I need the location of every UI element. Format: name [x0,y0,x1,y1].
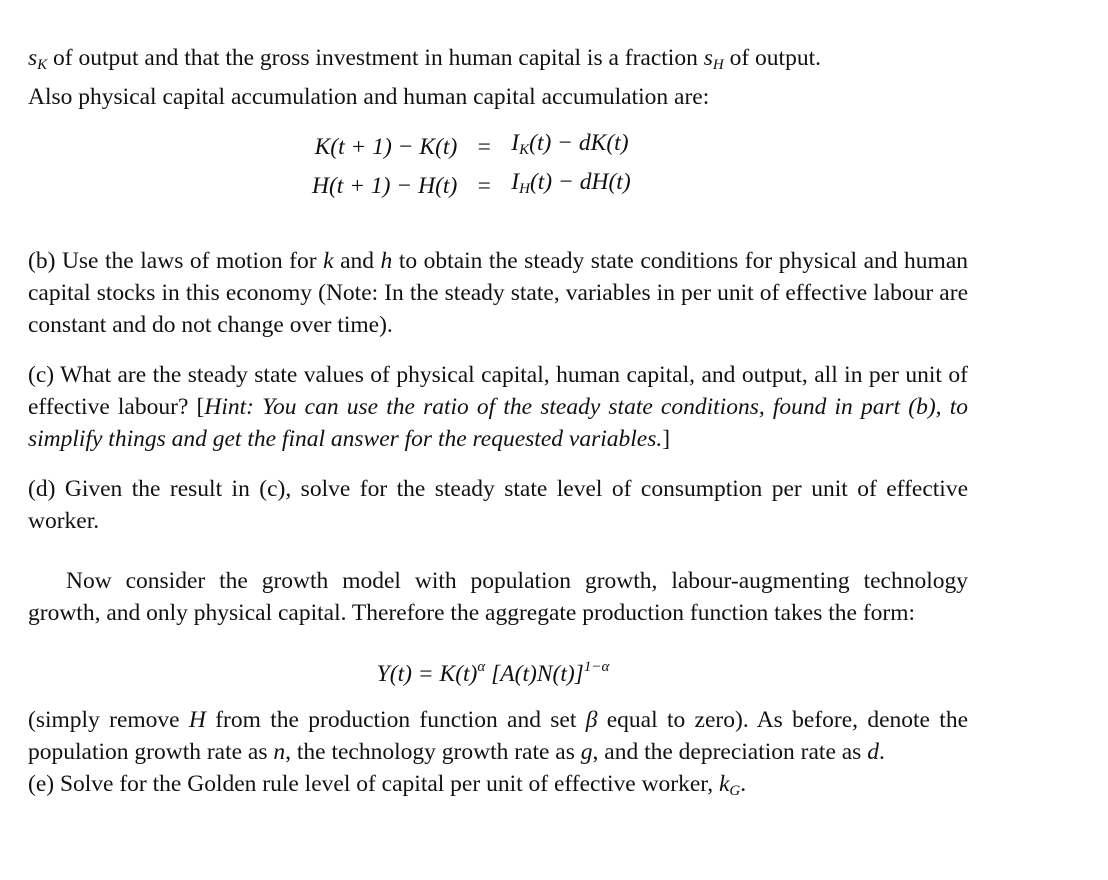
equation-row-h: H(t + 1) − H(t) = $I_H(t) - dH(t)$ [312,169,631,199]
now-consider-paragraph: Now consider the growth model with population growth, labour-augmenting technology growth, and only physical capital. Therefore the aggregate production function takes the form: [28,568,968,626]
part-b-paragraph: (b) Use the laws of motion for k and h to obtain the steady state conditions for physical and human capital stocks in this economy (Note: In the steady state, variables in per unit of effective labour are constant and do not change over time). [28,248,969,338]
document-page [28,42,968,807]
intro-line-1: $s_K$ of output and that the gross investment in human capital is a fraction $s_H$ of output. [28,45,821,73]
hint-text: You can use the ratio of the steady state conditions, found in part (b), to simplify things and get the final answer for the requested variables. [28,394,968,452]
simply-paragraph: (simply remove H from the production function and set β equal to zero). As before, denote the population growth rate as n, the technology growth rate as g, and the depreciation rate as d. [28,707,969,765]
part-d-paragraph: (d) Given the result in (c), solve for the steady state level of consumption per unit of effective worker. [28,476,968,534]
symbol-sk: $s_K$ [28,45,48,73]
production-function-equation: $Y(t) = K(t)^\alpha$ $[A(t)N(t)]^{1-\alpha}$ [376,659,610,687]
part-c-paragraph: (c) What are the steady state values of physical capital, human capital, and output, all in per unit of effective labour? [Hint: You can use the ratio of the steady state conditions, found in part (b), to simplify things and get the final answer for the requested variables.] [28,362,968,452]
accumulation-equations [312,127,631,205]
part-e-paragraph: (e) Solve for the Golden rule level of capital per unit of effective worker, $k_G$. [28,771,747,799]
hint-label: Hint: [204,394,254,420]
intro-line-2: Also physical capital accumulation and human capital accumulation are: [28,84,710,110]
equation-row-k: K(t + 1) − K(t) = $I_K(t) - dK(t)$ [314,130,629,160]
symbol-sh: $s_H$ [703,45,724,73]
